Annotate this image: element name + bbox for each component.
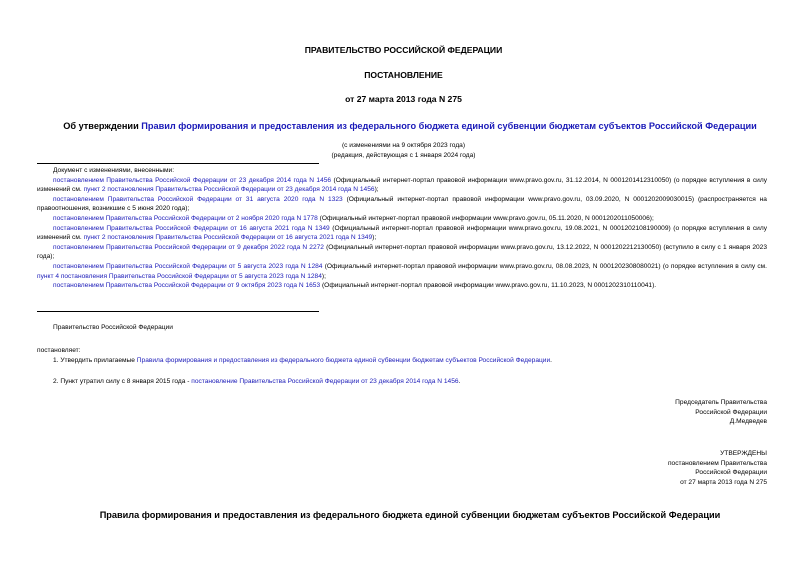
change-link[interactable]: постановлением Правительства Российской Федерации от 16 августа 2021 года N 1349 [53, 224, 330, 232]
change-text-end: ); [321, 272, 326, 280]
change-link[interactable]: постановлением Правительства Российской Федерации от 9 декабря 2022 года N 2272 [53, 243, 324, 251]
change-item [37, 176, 767, 195]
approval-line-3: Российской Федерации [695, 469, 767, 477]
top-divider [37, 163, 319, 164]
change-text: (Официальный интернет-портал правовой информации www.pravo.gov.ru, 03.09.2020, N 0001202009030015) (распространяется на правоотношения, возникшие с 5 июня 2020 года); [37, 195, 767, 213]
change-text: (Официальный интернет-портал правовой информации www.pravo.gov.ru, 08.08.2023, N 0001202308080021) (о порядке вступления в силу см. [322, 262, 767, 270]
paragraph-2-suffix: . [458, 378, 461, 385]
signature-block [675, 398, 767, 427]
document-type-heading: ПОСТАНОВЛЕНИЕ [364, 70, 443, 80]
changes-date-note: (с изменениями на 9 октября 2023 года) [341, 142, 466, 149]
approval-heading: УТВЕРЖДЕНЫ [720, 450, 767, 457]
change-text-end: ); [374, 186, 379, 194]
change-text: (Официальный интернет-портал правовой информации www.pravo.gov.ru, 11.10.2023, N 0001202310110041). [320, 282, 657, 290]
resolves-line: постановляет: [37, 347, 81, 354]
document-title [60, 121, 760, 131]
change-link[interactable]: постановлением Правительства Российской Федерации от 5 августа 2023 года N 1284 [53, 262, 323, 270]
change-text-end: ); [372, 234, 377, 242]
change-link[interactable]: постановлением Правительства Российской Федерации от 2 ноября 2020 года N 1778 [53, 214, 318, 222]
change-item [37, 195, 767, 214]
signature-position: Председатель Правительства [675, 399, 767, 406]
approval-line-4: от 27 марта 2013 года N 275 [680, 478, 767, 486]
title-prefix: Об утверждении [63, 121, 142, 131]
changes-intro: Документ с изменениями, внесенными: [53, 167, 175, 174]
change-text: (Официальный интернет-портал правовой информации www.pravo.gov.ru, 13.12.2022, N 0001202212130050) (вступило в силу с 1 января 2023 года); [37, 243, 767, 261]
change-text: (Официальный интернет-портал правовой информации www.pravo.gov.ru, 31.12.2014, N 0001201412310050) (о порядке вступления в силу изменений см. [37, 176, 767, 194]
change-item [37, 214, 767, 224]
bottom-divider [37, 311, 319, 312]
government-line: Правительство Российской Федерации [53, 324, 173, 331]
change-link[interactable]: постановлением Правительства Российской Федерации от 31 августа 2020 года N 1323 [53, 195, 343, 203]
change-link-secondary[interactable]: пункт 2 постановления Правительства Российской Федерации от 16 августа 2021 года N 1349 [83, 234, 373, 242]
approval-line-2: постановлением Правительства [667, 459, 767, 467]
government-heading: ПРАВИТЕЛЬСТВО РОССИЙСКОЙ ФЕДЕРАЦИИ [304, 45, 503, 55]
paragraph-1-link[interactable]: Правила формирования и предоставления из федерального бюджета единой субвенции бюджетам субъектов Российской Федерации [136, 357, 551, 364]
paragraph-2-link[interactable]: постановление Правительства Российской Федерации от 23 декабря 2014 года N 1456 [191, 378, 459, 385]
change-text: (Официальный интернет-портал правовой информации www.pravo.gov.ru, 19.08.2021, N 0001202108190009) (о порядке вступления в силу изменений см. [37, 224, 767, 242]
signature-country: Российской Федерации [695, 408, 767, 416]
change-link-secondary[interactable]: пункт 4 постановления Правительства Российской Федерации от 5 августа 2023 года N 1284 [37, 272, 322, 280]
changes-list [37, 166, 767, 291]
change-link[interactable]: постановлением Правительства Российской Федерации от 9 октября 2023 года N 1653 [53, 282, 321, 290]
change-item [37, 224, 767, 243]
change-text: (Официальный интернет-портал правовой информации www.pravo.gov.ru, 05.11.2020, N 0001202011050006); [317, 214, 654, 222]
paragraph-2-prefix: 2. Пункт утратил силу с 8 января 2015 года - [53, 378, 192, 385]
rules-title: Правила формирования и предоставления из федерального бюджета единой субвенции бюджетам субъектов Российской Федерации [99, 510, 721, 520]
paragraph-1-suffix: . [550, 357, 552, 364]
title-rules-link[interactable]: Правил формирования и предоставления из федерального бюджета единой субвенции бюджетам субъектов Российской Федерации [141, 121, 757, 131]
change-item [37, 243, 767, 262]
paragraph-1 [53, 357, 552, 364]
change-item [37, 281, 767, 291]
change-link[interactable]: постановлением Правительства Российской Федерации от 23 декабря 2014 года N 1456 [53, 176, 332, 184]
approval-block [668, 449, 767, 487]
paragraph-1-prefix: 1. Утвердить прилагаемые [53, 357, 137, 364]
paragraph-2 [53, 378, 460, 385]
edition-note: (редакция, действующая с 1 января 2024 года) [331, 152, 476, 159]
document-date-number: от 27 марта 2013 года N 275 [345, 94, 462, 104]
change-item [37, 262, 767, 281]
signature-name: Д.Медведев [729, 418, 767, 426]
change-link-secondary[interactable]: пункт 2 постановления Правительства Российской Федерации от 23 декабря 2014 года N 1456 [83, 186, 375, 194]
